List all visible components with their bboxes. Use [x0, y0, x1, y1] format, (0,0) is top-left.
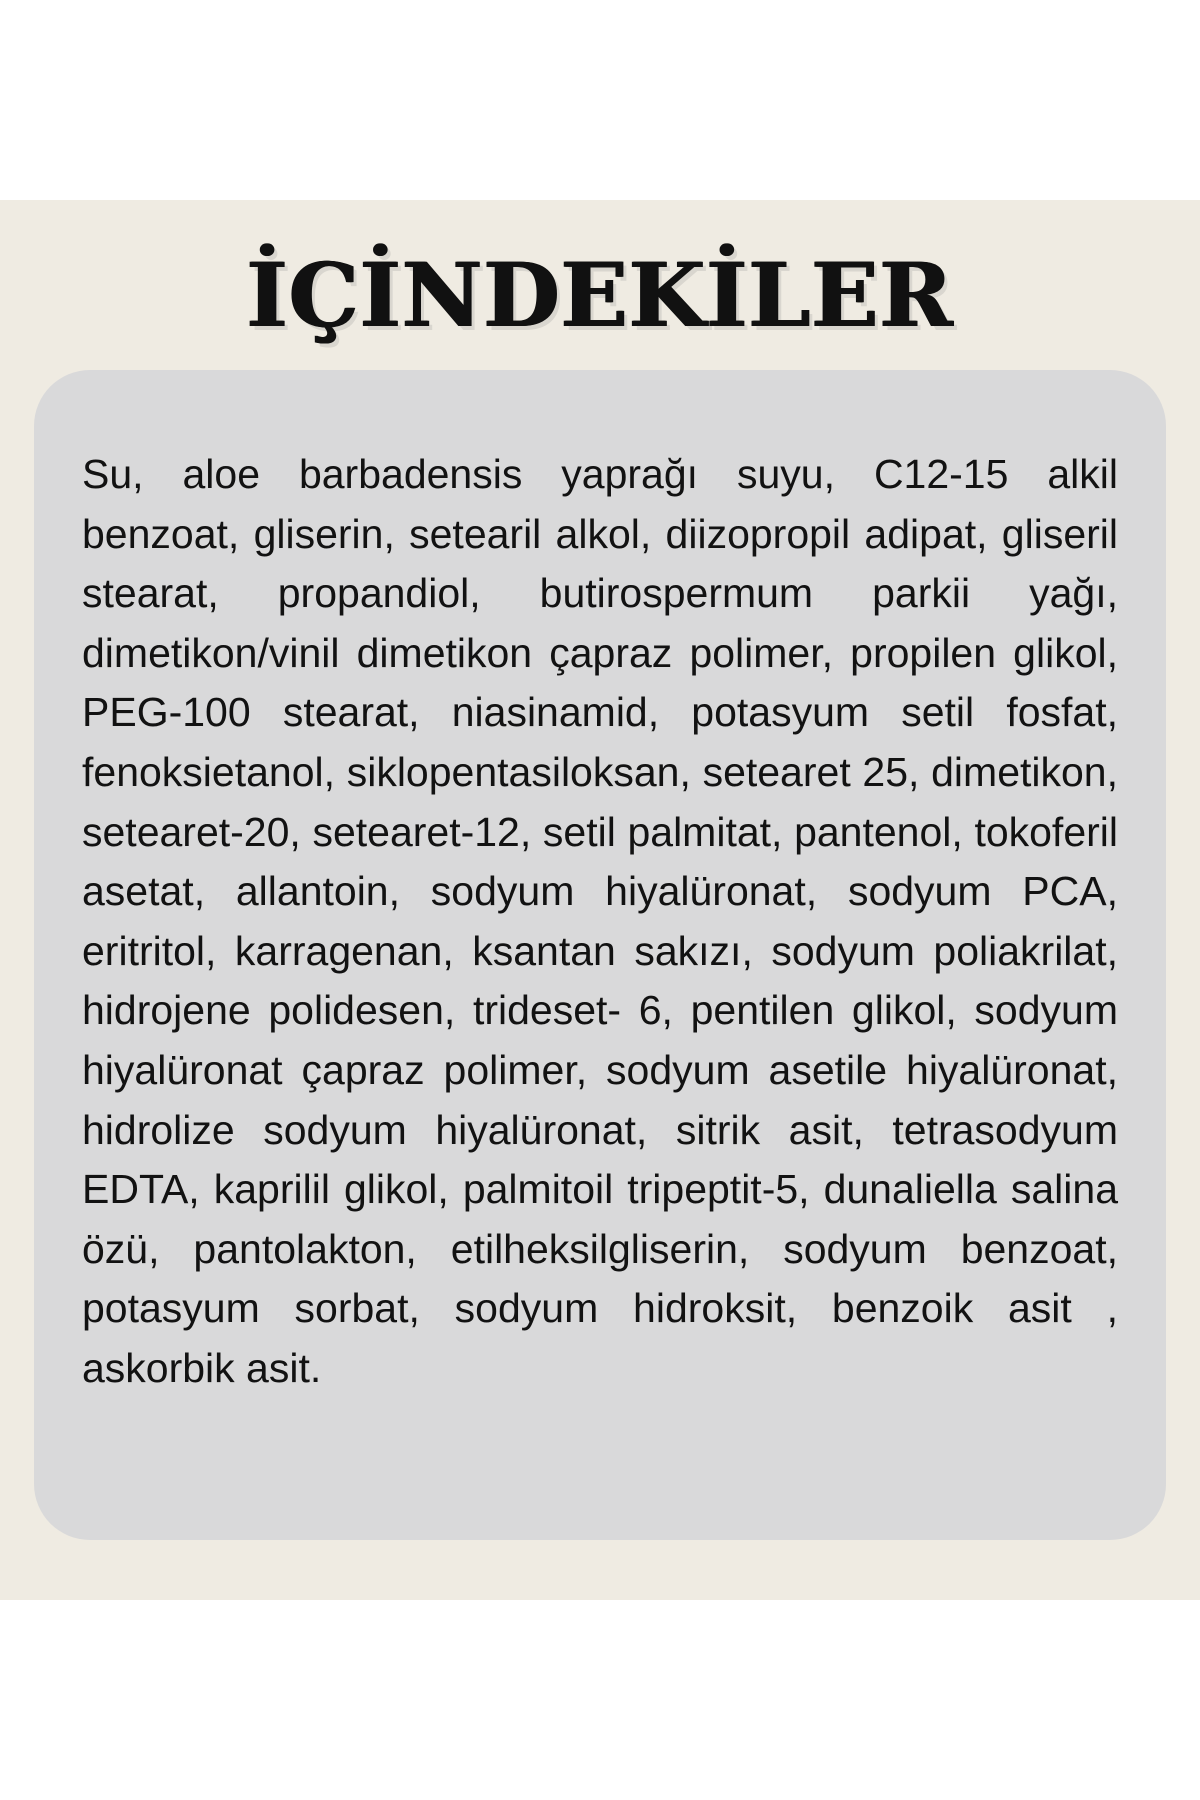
- ingredients-text: Su, aloe barbadensis yaprağı suyu, C12-15 alkil benzoat, gliserin, setearil alkol, diizopropil adipat, gliseril stearat, propandiol, butirospermum parkii yağı, dimetikon/vinil dimetikon çapraz polimer, propilen glikol, PEG-100 stearat, niasinamid, potasyum setil fosfat, fenoksietanol, siklopentasiloksan, setearet 25, dimetikon, setearet-20, setearet-12, setil palmitat, pantenol, tokoferil asetat, allantoin, sodyum hiyalüronat, sodyum PCA, eritritol, karragenan, ksantan sakızı, sodyum poliakrilat, hidrojene polidesen, trideset- 6, pentilen glikol, sodyum hiyalüronat çapraz polimer, sodyum asetile hiyalüronat, hidrolize sodyum hiyalüronat, sitrik asit, tetrasodyum EDTA, kaprilil glikol, palmitoil tripeptit-5, dunaliella salina özü, pantolakton, etilheksilgliserin, sodyum benzoat, potasyum sorbat, sodyum hidroksit, benzoik asit , askorbik asit.: [82, 451, 1118, 1391]
- page-title: İÇİNDEKİLER: [246, 243, 954, 347]
